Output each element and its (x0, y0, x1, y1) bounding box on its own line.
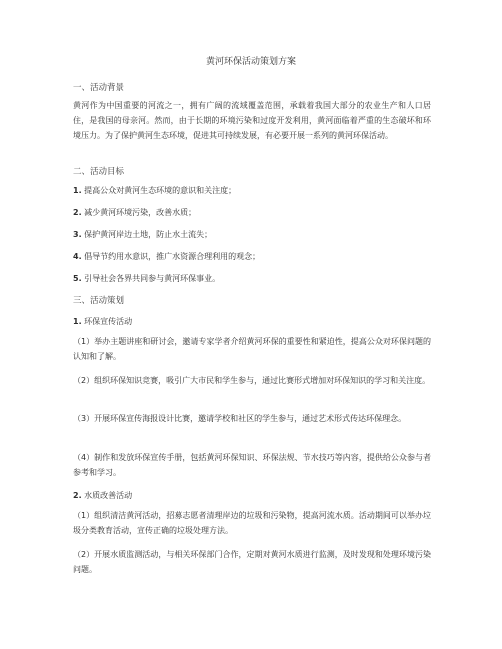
goal-text: 提高公众对黄河生态环境的意识和关注度； (81, 186, 237, 195)
plan-item: （2）组织环保知识竞赛，吸引广大市民和学生参与，通过比赛形式增加对环保知识的学习和关注度。 (73, 376, 431, 385)
subsection-number: 1. (73, 317, 82, 326)
goal-text: 引导社会各界共同参与黄河环保事业。 (81, 274, 221, 283)
subsection-title: 环保宣传活动 (81, 317, 133, 326)
plan-item: （4）制作和发放环保宣传手册，包括黄河环保知识、环保法规、节水技巧等内容，提供给公众参与者参考和学习。 (73, 453, 431, 477)
goal-item (73, 229, 431, 241)
goal-item (73, 273, 431, 285)
goal-text: 倡导节约用水意识，推广水资源合理利用的观念； (81, 252, 261, 261)
goal-number: 5. (73, 274, 82, 283)
subsection-number: 2. (73, 491, 82, 500)
subsection-heading-water-quality (73, 490, 431, 502)
section-heading-plan: 三、活动策划 (73, 296, 125, 306)
goal-number: 4. (73, 252, 82, 261)
section-heading-background: 一、活动背景 (73, 83, 125, 93)
goal-item (73, 207, 431, 219)
goal-number: 2. (73, 208, 82, 217)
section-heading-goals: 二、活动目标 (73, 167, 125, 177)
goal-text: 保护黄河岸边土地，防止水土流失； (81, 230, 213, 239)
plan-item: （2）开展水质监测活动，与相关环保部门合作，定期对黄河水质进行监测，及时发现和处理环境污染问题。 (73, 550, 431, 574)
subsection-title: 水质改善活动 (81, 491, 133, 500)
goal-text: 减少黄河环境污染，改善水质； (81, 208, 197, 217)
goal-item (73, 185, 431, 197)
goal-item (73, 251, 431, 263)
plan-item: （3）开展环保宣传海报设计比赛，邀请学校和社区的学生参与，通过艺术形式传达环保理念。 (73, 414, 407, 423)
plan-item: （1）举办主题讲座和研讨会，邀请专家学者介绍黄河环保的重要性和紧迫性，提高公众对环保问题的认知和了解。 (73, 337, 431, 361)
document-title: 黄河环保活动策划方案 (205, 57, 296, 67)
goal-number: 1. (73, 186, 82, 195)
background-paragraph: 黄河作为中国重要的河流之一，拥有广阔的流域覆盖范围，承载着我国大部分的农业生产和人口居住，是我国的母亲河。然而，由于长期的环境污染和过度开发利用，黄河面临着严重的生态破坏和环境压力。为了保护黄河生态环境，促进其可持续发展，有必要开展一系列的黄河环保活动。 (73, 101, 431, 140)
goal-number: 3. (73, 230, 82, 239)
subsection-heading-publicity (73, 316, 431, 328)
plan-item: （1）组织清洁黄河活动，招募志愿者清理岸边的垃圾和污染物，提高河流水质。活动期间可以举办垃圾分类教育活动，宣传正确的垃圾处理方法。 (73, 511, 431, 535)
